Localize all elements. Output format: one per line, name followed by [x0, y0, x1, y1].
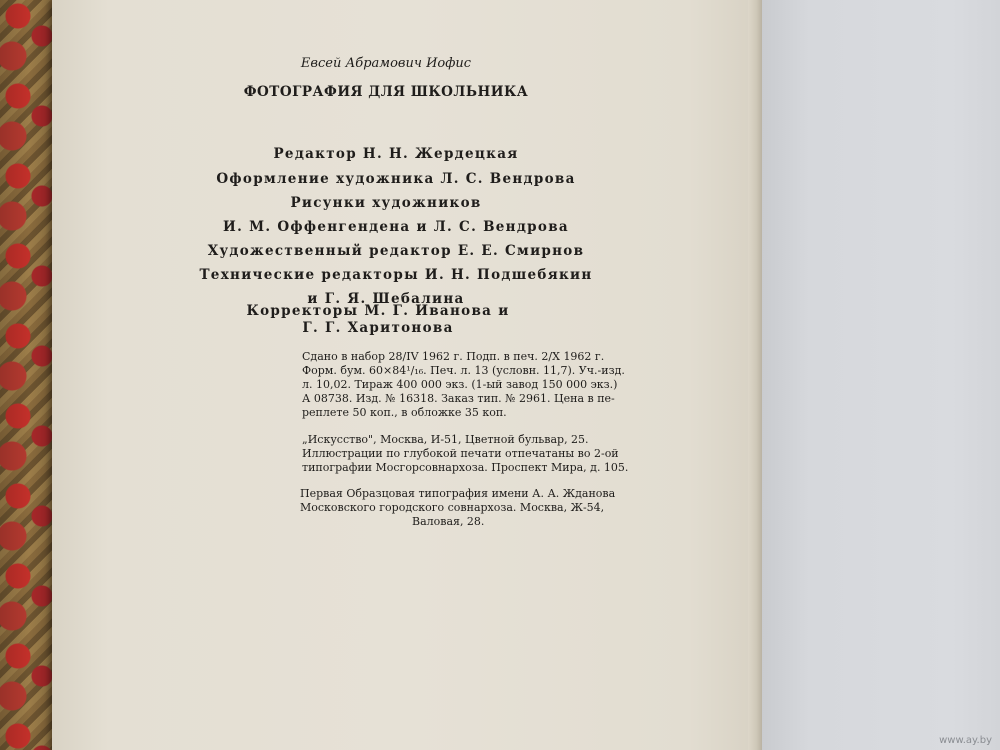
- imprint-line: Форм. бум. 60×84¹/₁₆. Печ. л. 13 (условн. 11,7). Уч.-изд.: [302, 364, 625, 377]
- publisher-line: Иллюстрации по глубокой печати отпечатаны во 2-ой: [302, 447, 619, 460]
- author-name: Евсей Абрамович Иофис: [300, 56, 472, 71]
- imprint-line: Сдано в набор 28/IV 1962 г. Подп. в печ. 2/X 1962 г.: [302, 350, 605, 363]
- credit-line: Г. Г. Харитонова: [302, 320, 454, 336]
- publisher-line: типографии Мосгорсовнархоза. Проспект Мира, д. 105.: [302, 461, 629, 474]
- publisher-line: „Искусство", Москва, И-51, Цветной бульвар, 25.: [302, 433, 589, 446]
- book-title: ФОТОГРАФИЯ ДЛЯ ШКОЛЬНИКА: [243, 84, 529, 100]
- credit-line: и Г. Я. Шебалина: [307, 291, 465, 307]
- colophon: [52, 0, 760, 750]
- watermark: www.ay.by: [939, 735, 992, 746]
- adjacent-sheet: [762, 0, 1000, 750]
- credit-line: Технические редакторы И. Н. Подшебякин: [199, 267, 593, 283]
- credit-line: Художественный редактор Е. Е. Смирнов: [207, 243, 585, 259]
- printer-line: Московского городского совнархоза. Москва, Ж-54,: [300, 501, 605, 514]
- imprint-line: А 08738. Изд. № 16318. Заказ тип. № 2961. Цена в пе-: [302, 392, 615, 405]
- credit-line: Рисунки художников: [290, 195, 482, 211]
- imprint-line: л. 10,02. Тираж 400 000 экз. (1-ый завод 150 000 экз.): [302, 378, 618, 391]
- printer-line: Валовая, 28.: [412, 515, 485, 528]
- credit-line: Корректоры М. Г. Иванова и: [246, 303, 510, 319]
- imprint-line: реплете 50 коп., в обложке 35 коп.: [302, 406, 507, 419]
- credit-line: И. М. Оффенгендена и Л. С. Вендрова: [223, 219, 569, 235]
- credit-line: Оформление художника Л. С. Вендрова: [216, 171, 576, 187]
- printer-line: Первая Образцовая типография имени А. А. Жданова: [300, 487, 616, 500]
- credit-line: Редактор Н. Н. Жердецкая: [273, 146, 519, 162]
